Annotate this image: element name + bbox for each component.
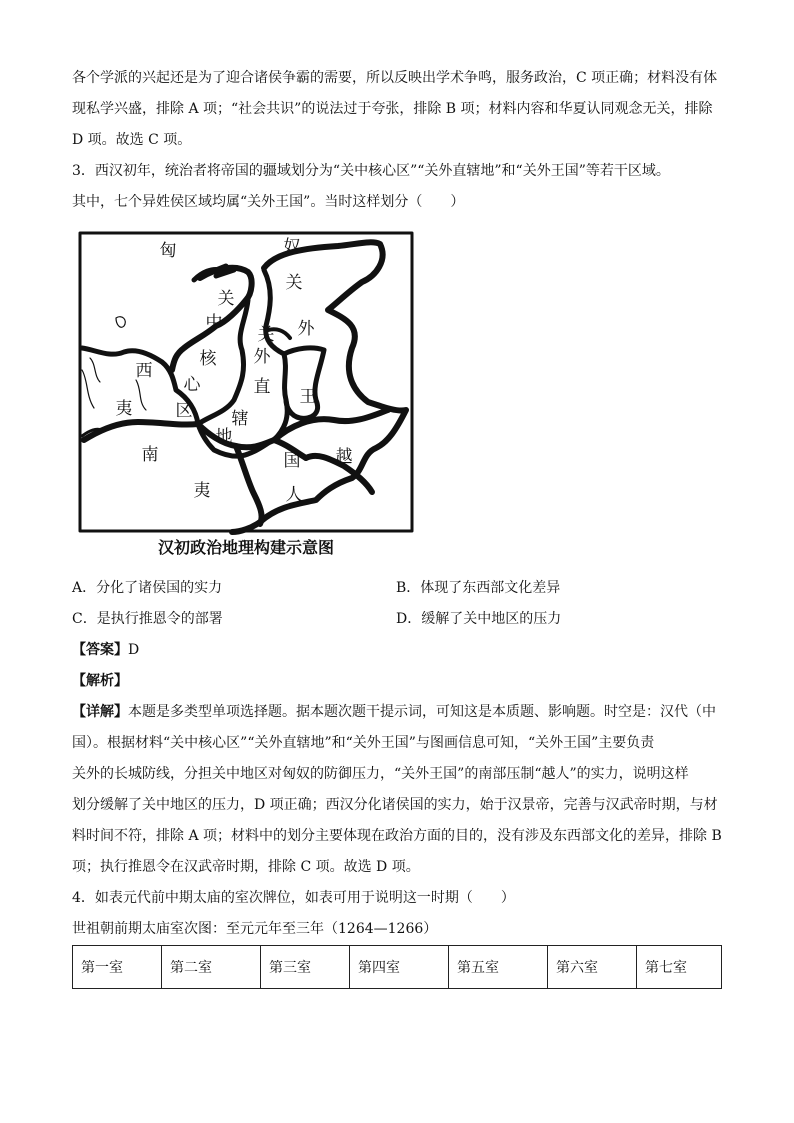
map-label: 辖	[231, 409, 249, 429]
table-cell: 第六室	[548, 946, 637, 989]
question-3-stem-cont: 其中，七个异姓侯区域均属“关外王国”。当时这样划分（ ）	[72, 194, 465, 210]
map-label: 外	[297, 319, 315, 339]
map-label: 中	[205, 313, 223, 333]
map-detail	[136, 380, 146, 410]
table-cell: 第五室	[449, 946, 548, 989]
map-label: 越	[335, 447, 353, 467]
map-border	[236, 446, 262, 524]
map-label: 直	[253, 377, 271, 397]
option-c: C．是执行推恩令的部署	[72, 611, 223, 627]
map-frame	[80, 233, 412, 531]
map-label: 国	[283, 451, 301, 471]
map-label: 外	[253, 347, 271, 367]
option-b: B．体现了东西部文化差异	[396, 580, 561, 596]
answer-line	[72, 642, 139, 658]
table-cell: 第三室	[261, 946, 350, 989]
table-row	[73, 946, 722, 989]
map-label: 关	[217, 289, 235, 309]
answer-value: D	[128, 642, 140, 658]
map-detail	[82, 317, 125, 408]
map-label: 匈	[159, 241, 177, 261]
detail-line: 料时间不符，排除 A 项；材料中的划分主要体现在政治方面的目的，没有涉及东西部文化的差异，排除 B	[72, 828, 722, 844]
map-label: 区	[175, 401, 193, 421]
map-label: 心	[183, 375, 201, 395]
map-label: 夷	[115, 399, 133, 419]
table-cell: 第一室	[73, 946, 162, 989]
detail-line	[72, 704, 716, 720]
text-line: D 项。故选 C 项。	[72, 132, 192, 148]
map-label: 关	[257, 325, 275, 345]
map-label: 人	[285, 485, 303, 505]
table-title: 世祖朝前期太庙室次图：至元元年至三年（1264—1266）	[72, 921, 438, 937]
map-label: 南	[141, 445, 159, 465]
question-4-stem: 4．如表元代前中期太庙的室次牌位，如表可用于说明这一时期（ ）	[72, 890, 515, 906]
han-political-map	[76, 230, 416, 560]
map-label: 地	[215, 427, 233, 447]
option-d: D．缓解了关中地区的压力	[396, 611, 562, 627]
detail-line: 关外的长城防线，分担关中地区对匈奴的防御压力，“关外王国”的南部压制“越人”的实力，说明这样	[72, 766, 689, 782]
map-caption: 汉初政治地理构建示意图	[157, 538, 335, 557]
detail-line: 项；执行推恩令在汉武帝时期，排除 C 项。故选 D 项。	[72, 859, 420, 875]
option-a: A．分化了诸侯国的实力	[72, 580, 223, 596]
map-label: 王	[299, 387, 317, 407]
map-label: 关	[285, 273, 303, 293]
detail-line: 划分缓解了关中地区的压力，D 项正确；西汉分化诸侯国的实力，始于汉景帝，完善与汉武帝时期，与材	[72, 797, 718, 813]
text-line: 各个学派的兴起还是为了迎合诸侯争霸的需要，所以反映出学术争鸣，服务政治，C 项正确；材料没有体	[72, 70, 718, 86]
analysis-tag: 【解析】	[72, 673, 128, 689]
table-cell: 第二室	[162, 946, 261, 989]
map-label: 夷	[193, 481, 211, 501]
table-cell: 第七室	[637, 946, 722, 989]
map-border	[284, 348, 324, 418]
text-line: 现私学兴盛，排除 A 项；“社会共识”的说法过于夸张，排除 B 项；材料内容和华夏认同观念无关，排除	[72, 101, 713, 117]
map-label: 核	[199, 349, 217, 369]
detail-tag: 【详解】	[72, 704, 128, 720]
question-3-stem: 3．西汉初年，统治者将帝国的疆域划分为“关中核心区”“关外直辖地”和“关外王国”等若干区域。	[72, 163, 670, 179]
detail-text: 本题是多类型单项选择题。据本题次题干提示词，可知这是本质题、影响题。时空是：汉代（中	[128, 704, 716, 720]
map-label: 奴	[283, 237, 301, 257]
detail-line: 国）。根据材料“关中核心区”“关外直辖地”和“关外王国”与图画信息可知，“关外王国”主要负责	[72, 735, 655, 751]
map-label: 西	[135, 361, 153, 381]
answer-tag: 【答案】	[72, 642, 128, 658]
table-cell: 第四室	[350, 946, 449, 989]
temple-room-table	[72, 945, 722, 989]
